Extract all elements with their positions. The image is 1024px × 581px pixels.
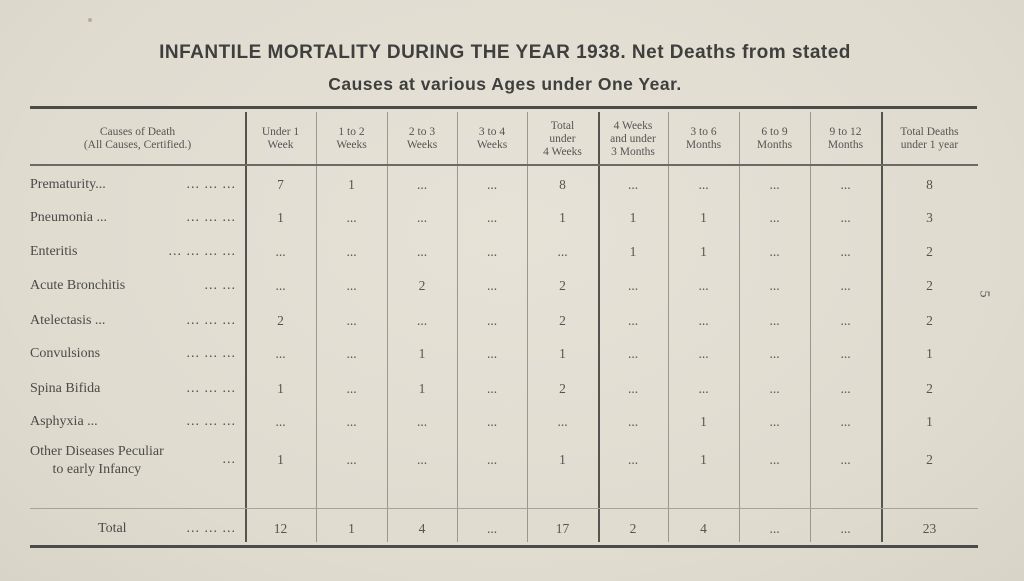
table-cell-m9to12: ...	[840, 177, 851, 192]
table-cell-w2to3: 2	[418, 278, 426, 293]
table-cell-total4w: 2	[559, 278, 566, 293]
table-cell-under1w: ...	[275, 346, 286, 361]
leader-dots: ... ... ... ...	[168, 244, 236, 259]
table-cell-m6to9: ...	[769, 278, 780, 293]
table-cell-w4to3m: ...	[627, 346, 639, 361]
table-cell-w3to4: ...	[486, 177, 498, 192]
cause-name: Spina Bifida	[30, 381, 101, 396]
header-underline	[30, 164, 978, 166]
table-cell-w2to3: ...	[416, 414, 428, 429]
cause-name: Convulsions	[30, 346, 101, 361]
row-cause-label	[30, 381, 240, 397]
table-cell-m9to12: ...	[840, 452, 851, 467]
table-cell-m3to6: ...	[698, 313, 709, 328]
row-cause-label	[30, 313, 240, 329]
table-cell-total4w: 1	[559, 210, 566, 225]
table-cell-under1w: ...	[275, 414, 286, 429]
column-header-total1y: Total Deaths under 1 year	[900, 126, 959, 151]
table-cell-under1w: 1	[277, 210, 284, 225]
row-cause-label	[30, 443, 240, 479]
table-cell-m6to9: ...	[769, 244, 780, 259]
leader-dots: ... ... ...	[186, 346, 236, 361]
column-header-m6to9: 6 to 9 Months	[756, 126, 793, 151]
table-cell-w3to4: ...	[486, 313, 498, 328]
table-cell-m6to9: ...	[769, 177, 780, 192]
leader-dots: ... ... ...	[186, 414, 236, 429]
column-header-w1to2: 1 to 2 Weeks	[336, 126, 367, 151]
table-cell-w3to4: ...	[486, 210, 498, 225]
table-cell-total1y: 2	[926, 381, 933, 396]
cause-name: Enteritis	[30, 244, 78, 259]
table-cell-m9to12: ...	[840, 313, 851, 328]
leader-dots: ... ... ...	[186, 177, 236, 192]
table-cell-m3to6: ...	[698, 381, 709, 396]
row-cause-label	[30, 414, 240, 430]
table-cell-w1to2: 1	[348, 177, 355, 192]
table-bottom-rule	[30, 545, 978, 548]
table-cell-w3to4: ...	[486, 381, 498, 396]
table-cell-w3to4: ...	[486, 278, 498, 293]
total-cell-total1y: 23	[922, 521, 937, 536]
leader-dots: ... ...	[204, 278, 236, 293]
cause-name: Other Diseases Peculiar to early Infancy	[30, 444, 164, 477]
table-cell-m6to9: ...	[769, 452, 780, 467]
table-cell-w4to3m: ...	[627, 177, 639, 192]
table-cell-m6to9: ...	[769, 210, 780, 225]
table-cell-w1to2: ...	[346, 278, 357, 293]
table-cell-w1to2: ...	[346, 452, 357, 467]
table-cell-total1y: 2	[926, 244, 933, 259]
table-cell-m6to9: ...	[769, 313, 780, 328]
title-line-2: Causes at various Ages under One Year.	[328, 74, 682, 94]
table-cell-total1y: 3	[926, 210, 933, 225]
table-cell-w2to3: ...	[416, 452, 428, 467]
table-cell-m9to12: ...	[840, 414, 851, 429]
row-cause-label	[30, 177, 240, 193]
table-cell-w1to2: ...	[346, 381, 357, 396]
table-cell-m3to6: 1	[700, 244, 707, 259]
table-cell-w4to3m: ...	[627, 313, 639, 328]
table-cell-total4w: 2	[559, 313, 566, 328]
table-cell-w2to3: ...	[416, 210, 428, 225]
table-cell-m6to9: ...	[769, 381, 780, 396]
table-cell-m3to6: 1	[700, 210, 707, 225]
table-cell-w1to2: ...	[346, 346, 357, 361]
table-cell-w2to3: ...	[416, 244, 428, 259]
column-header-w3to4: 3 to 4 Weeks	[476, 126, 508, 151]
table-cell-w1to2: ...	[346, 414, 357, 429]
table-cell-m6to9: ...	[769, 346, 780, 361]
total-cell-under1w: 12	[273, 521, 288, 536]
leader-dots: ... ... ...	[186, 521, 236, 536]
table-cell-w2to3: 1	[418, 381, 426, 396]
table-cell-w3to4: ...	[486, 244, 498, 259]
row-cause-label	[30, 210, 240, 226]
column-header-total4w: Total under 4 Weeks	[543, 119, 582, 158]
leader-dots: ... ... ...	[186, 381, 236, 396]
table-cell-m3to6: 1	[700, 452, 707, 467]
table-cell-w4to3m: ...	[627, 452, 639, 467]
table-cell-m3to6: ...	[698, 177, 709, 192]
table-cell-m3to6: 1	[700, 414, 707, 429]
title-line-1: INFANTILE MORTALITY DURING THE YEAR 1938. Net Deaths from stated	[159, 42, 851, 63]
row-cause-label	[30, 244, 240, 260]
table-cell-total4w: 1	[559, 452, 566, 467]
table-cell-total1y: 8	[926, 177, 933, 192]
row-cause-label	[30, 346, 240, 362]
total-cell-w1to2: 1	[348, 521, 355, 536]
table-cell-under1w: 2	[277, 313, 284, 328]
table-cell-w1to2: ...	[346, 244, 357, 259]
table-cell-total4w: 8	[559, 177, 566, 192]
table-cell-total1y: 2	[926, 278, 933, 293]
total-cell-m6to9: ...	[769, 521, 780, 536]
column-header-w2to3: 2 to 3 Weeks	[406, 126, 438, 151]
table-cell-under1w: ...	[275, 244, 286, 259]
table-cell-total1y: 1	[926, 346, 933, 361]
table-cell-w3to4: ...	[486, 346, 498, 361]
table-cell-w4to3m: ...	[627, 414, 639, 429]
table-cell-m9to12: ...	[840, 278, 851, 293]
table-cell-total4w: ...	[557, 244, 568, 259]
table-cell-w2to3: ...	[416, 177, 428, 192]
total-cell-m3to6: 4	[700, 521, 707, 536]
total-separator	[30, 508, 978, 509]
table-cell-w2to3: ...	[416, 313, 428, 328]
table-cell-w4to3m: 1	[629, 210, 637, 225]
table-cell-total4w: 2	[559, 381, 566, 396]
column-header-w4to3m: 4 Weeks and under 3 Months	[610, 119, 656, 158]
table-cell-m3to6: ...	[698, 278, 709, 293]
table-cell-m9to12: ...	[840, 346, 851, 361]
table-cell-under1w: 1	[277, 381, 284, 396]
table-cell-w3to4: ...	[486, 452, 498, 467]
paper-speck	[88, 18, 92, 22]
table-cell-m3to6: ...	[698, 346, 709, 361]
total-cell-w3to4: ...	[486, 521, 498, 536]
total-cell-w4to3m: 2	[629, 521, 637, 536]
table-cell-w4to3m: ...	[627, 381, 639, 396]
leader-dots: ... ... ...	[186, 210, 236, 225]
table-cell-w1to2: ...	[346, 313, 357, 328]
table-cell-total1y: 2	[926, 313, 933, 328]
leader-dots: ...	[222, 452, 236, 467]
table-cell-total1y: 1	[926, 414, 933, 429]
page-number: 5	[976, 290, 992, 298]
column-header-under1w: Under 1 Week	[261, 126, 300, 151]
column-header-cause: Causes of Death (All Causes, Certified.)	[83, 126, 192, 151]
total-row-label	[30, 521, 240, 537]
total-cell-total4w: 17	[555, 521, 570, 536]
cause-name: Acute Bronchitis	[30, 278, 126, 293]
total-cell-w2to3: 4	[418, 521, 426, 536]
table-cell-total1y: 2	[926, 452, 933, 467]
table-cell-w1to2: ...	[346, 210, 357, 225]
table-cell-under1w: ...	[275, 278, 286, 293]
table-cell-m9to12: ...	[840, 381, 851, 396]
table-cell-m9to12: ...	[840, 244, 851, 259]
column-header-m9to12: 9 to 12 Months	[827, 126, 864, 151]
table-cell-total4w: ...	[557, 414, 568, 429]
column-header-m3to6: 3 to 6 Months	[685, 126, 722, 151]
table-cell-under1w: 7	[277, 177, 284, 192]
table-cell-w2to3: 1	[418, 346, 426, 361]
total-cell-m9to12: ...	[840, 521, 851, 536]
table-cell-m6to9: ...	[769, 414, 780, 429]
table-cell-total4w: 1	[559, 346, 566, 361]
cause-name: Prematurity...	[30, 177, 106, 192]
table-cell-m9to12: ...	[840, 210, 851, 225]
table-cell-w4to3m: 1	[629, 244, 637, 259]
table-cell-w4to3m: ...	[627, 278, 639, 293]
cause-name: Asphyxia ...	[30, 414, 98, 429]
cause-name: Atelectasis ...	[30, 313, 106, 328]
leader-dots: ... ... ...	[186, 313, 236, 328]
table-top-rule	[30, 106, 977, 109]
table-cell-w3to4: ...	[486, 414, 498, 429]
cause-name: Pneumonia ...	[30, 210, 107, 225]
row-cause-label	[30, 278, 240, 294]
total-label: Total	[98, 521, 127, 536]
table-cell-under1w: 1	[277, 452, 284, 467]
